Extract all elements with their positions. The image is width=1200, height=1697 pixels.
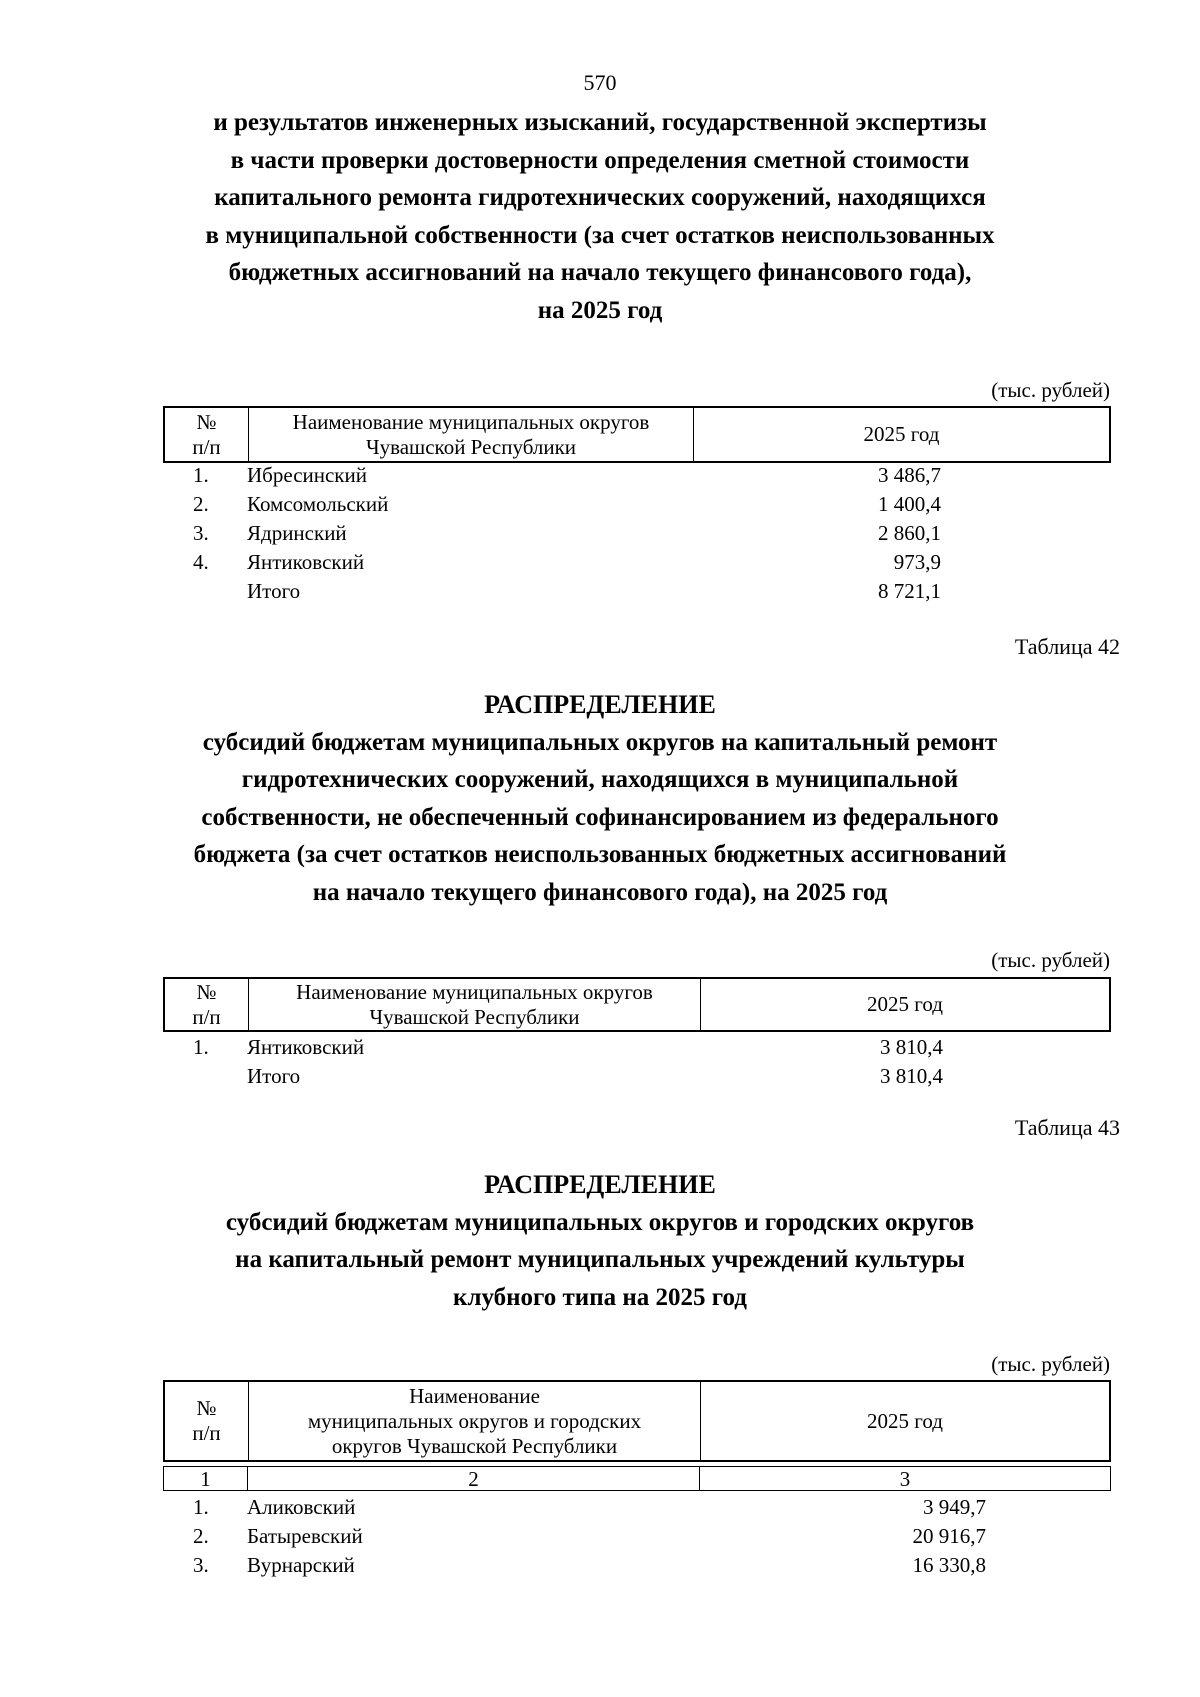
heading-line: на начало текущего финансового года), на 2025 год <box>312 878 888 906</box>
header-num-symbol: № <box>196 409 217 434</box>
table-header <box>163 1380 1111 1462</box>
header-name-cell <box>249 979 701 1030</box>
heading-line: гидротехнических сооружений, находящихся в муниципальной <box>241 766 959 793</box>
header-name-line: Наименование муниципальных округов <box>292 409 650 434</box>
heading-line: на капитальный ремонт муниципальных учреждений культуры <box>235 1246 965 1273</box>
heading-line: субсидий бюджетам муниципальных округов на капитальный ремонт <box>202 728 998 756</box>
header-num-cell <box>165 979 249 1030</box>
row-value: 973,9 <box>893 550 941 574</box>
units-label: (тыс. рублей) <box>991 378 1110 402</box>
header-name-line: Наименование <box>409 1383 540 1408</box>
heading-line: субсидий бюджетам муниципальных округов и городских округов <box>225 1208 975 1236</box>
section1-heading <box>150 104 1050 329</box>
header-year-cell: 2025 год <box>867 1408 943 1433</box>
column-number: 3 <box>899 1466 911 1491</box>
units-label: (тыс. рублей) <box>991 1352 1110 1376</box>
heading-line: в части проверки достоверности определения сметной стоимости <box>230 146 970 174</box>
table-header <box>163 406 1111 463</box>
row-name: Аликовский <box>247 1495 356 1519</box>
row-name: Батыревский <box>247 1524 363 1548</box>
row-name: Вурнарский <box>247 1553 355 1577</box>
row-value: 16 330,8 <box>912 1553 986 1577</box>
row-number: 4. <box>193 550 209 574</box>
row-name: Комсомольский <box>247 492 389 516</box>
header-name-cell <box>249 408 694 461</box>
row-value: 20 916,7 <box>912 1524 986 1548</box>
header-name-line: Чувашской Республики <box>369 1004 580 1029</box>
heading-line: клубного типа на 2025 год <box>453 1283 747 1311</box>
row-name: Янтиковский <box>247 1035 365 1059</box>
header-num-symbol: № <box>196 1396 217 1420</box>
column-number-row <box>163 1466 1111 1491</box>
column-number: 1 <box>164 1467 248 1490</box>
heading-line: бюджета (за счет остатков неиспользованных бюджетных ассигнований <box>193 841 1007 868</box>
row-value: 1 400,4 <box>878 492 941 516</box>
table-number-label: Таблица 43 <box>1014 1115 1120 1140</box>
page-number: 570 <box>583 70 617 95</box>
row-number: 1. <box>193 463 209 487</box>
row-number: 2. <box>193 492 209 516</box>
row-value: 8 721,1 <box>878 579 941 603</box>
heading-line: на 2025 год <box>537 296 663 324</box>
row-number: 1. <box>193 1035 209 1059</box>
row-name: Итого <box>247 579 301 603</box>
row-name: Янтиковский <box>247 550 365 574</box>
row-value: 3 810,4 <box>880 1035 943 1059</box>
header-name-cell <box>249 1382 701 1460</box>
header-num-abbr: п/п <box>192 1421 221 1445</box>
heading-line: бюджетных ассигнований на начало текущего финансового года), <box>228 259 972 286</box>
row-value: 2 860,1 <box>878 521 941 545</box>
header-num-cell <box>165 408 249 461</box>
heading-line: и результатов инженерных изысканий, государственной экспертизы <box>213 109 987 136</box>
heading-line: в муниципальной собственности (за счет остатков неиспользованных <box>205 221 995 249</box>
header-name-line: округов Чувашской Республики <box>331 1433 618 1458</box>
header-num-abbr: п/п <box>192 434 221 459</box>
column-number: 2 <box>248 1467 700 1490</box>
row-name: Итого <box>247 1064 301 1088</box>
row-name: Ибресинский <box>247 463 367 487</box>
row-value: 3 810,4 <box>880 1064 943 1088</box>
section-title: РАСПРЕДЕЛЕНИЕ <box>484 1170 716 1199</box>
row-number: 1. <box>193 1495 209 1519</box>
header-name-line: Наименование муниципальных округов <box>296 979 653 1004</box>
row-name: Ядринский <box>247 521 347 545</box>
section2-heading <box>150 686 1050 911</box>
table-number-label: Таблица 42 <box>1014 634 1120 659</box>
row-value: 3 949,7 <box>923 1495 986 1519</box>
units-label: (тыс. рублей) <box>991 948 1110 972</box>
header-num-cell <box>165 1382 249 1460</box>
row-value: 3 486,7 <box>878 463 941 487</box>
section3-heading <box>150 1166 1050 1316</box>
row-number: 2. <box>193 1524 209 1548</box>
heading-line: собственности, не обеспеченный софинансированием из федерального <box>201 803 999 831</box>
header-year-cell: 2025 год <box>867 992 943 1016</box>
row-number: 3. <box>193 521 209 545</box>
section-title: РАСПРЕДЕЛЕНИЕ <box>484 690 716 719</box>
header-name-line: Чувашской Республики <box>365 434 577 459</box>
header-name-line: муниципальных округов и городских <box>307 1408 642 1433</box>
header-year-cell: 2025 год <box>863 422 940 446</box>
heading-line: капитального ремонта гидротехнических сооружений, находящихся <box>214 184 986 211</box>
table-header <box>163 977 1111 1032</box>
header-num-abbr: п/п <box>192 1004 221 1029</box>
row-number: 3. <box>193 1553 209 1577</box>
header-num-symbol: № <box>196 979 217 1004</box>
